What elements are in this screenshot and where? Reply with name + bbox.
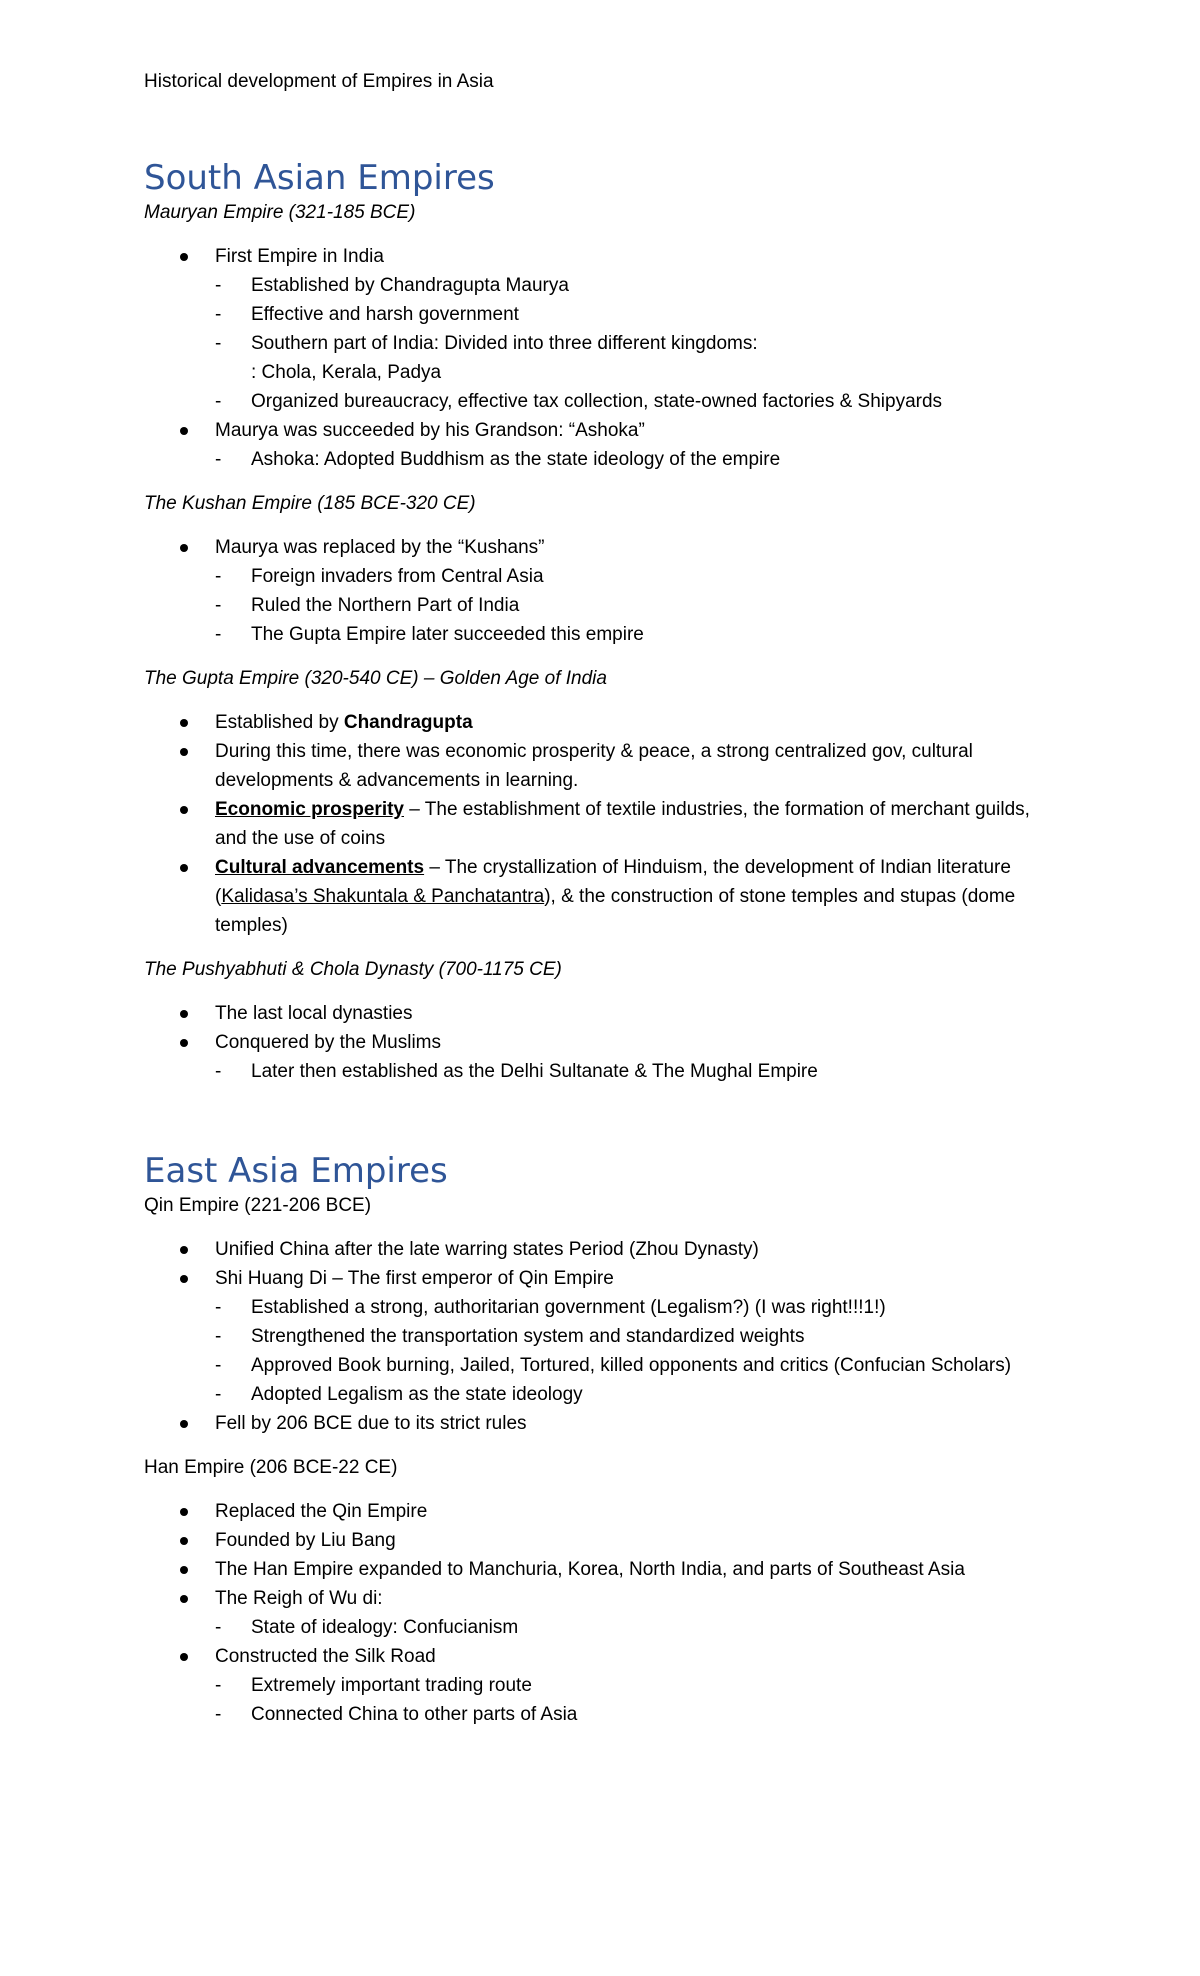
bold-underlined-term: Cultural advancements — [215, 857, 425, 878]
list-item: Fell by 206 BCE due to its strict rules — [215, 1409, 1064, 1438]
list-item: Economic prosperity – The establishment of textile industries, the formation of merchant guilds, and the use of coins — [215, 795, 1064, 853]
sub-list — [215, 1613, 1064, 1642]
list-item: First Empire in India - Established by Chandragupta Maurya - Effective and harsh government - Southern part of India: Divided into three different kingdoms: : Chola, Kerala, Padya - Organized bureaucracy, effective tax collection, state-owned factories & Shipyards — [215, 242, 1064, 416]
list-item: - Established by Chandragupta Maurya — [251, 271, 1064, 300]
list-item: - Adopted Legalism as the state ideology — [251, 1380, 1064, 1409]
list-item: The last local dynasties — [215, 999, 1064, 1028]
gupta-heading: The Gupta Empire (320-540 CE) – Golden Age of India — [144, 668, 607, 689]
spacer — [144, 1101, 1064, 1151]
sub-list — [215, 1293, 1064, 1409]
kushan-list — [144, 533, 1064, 649]
list-item: - Organized bureaucracy, effective tax collection, state-owned factories & Shipyards — [251, 387, 1064, 416]
qin-heading: Qin Empire (221-206 BCE) — [144, 1195, 372, 1216]
list-item: Shi Huang Di – The first emperor of Qin Empire - Established a strong, authoritarian government (Legalism?) (I was right!!!1!) - Strengthened the transportation system and standardized weights - Approved Book burning, Jailed, Tortured, killed opponents and critics (Confucian Scholars) - Adopted Legalism as the state ideology — [215, 1264, 1064, 1409]
page-header: Historical development of Empires in Asia — [144, 71, 494, 92]
list-item: - Connected China to other parts of Asia — [251, 1700, 1064, 1729]
list-item: - Effective and harsh government — [251, 300, 1064, 329]
list-item: - Ashoka: Adopted Buddhism as the state ideology of the empire — [251, 445, 1064, 474]
list-item: - Established a strong, authoritarian government (Legalism?) (I was right!!!1!) — [251, 1293, 1064, 1322]
document-body — [144, 70, 1064, 1744]
bold-underlined-term: Economic prosperity — [215, 799, 404, 820]
han-list — [144, 1497, 1064, 1729]
underlined-reference: Kalidasa’s Shakuntala & Panchatantra — [221, 886, 545, 907]
han-heading: Han Empire (206 BCE-22 CE) — [144, 1457, 398, 1478]
list-item: - State of idealogy: Confucianism — [251, 1613, 1064, 1642]
list-item: - Strengthened the transportation system and standardized weights — [251, 1322, 1064, 1351]
list-item: - Southern part of India: Divided into three different kingdoms: : Chola, Kerala, Padya — [251, 329, 1064, 387]
pushyabhuti-heading: The Pushyabhuti & Chola Dynasty (700-1175 CE) — [144, 959, 562, 980]
list-item: During this time, there was economic prosperity & peace, a strong centralized gov, cultural developments & advancements in learning. — [215, 737, 1064, 795]
south-asian-title: South Asian Empires — [144, 158, 495, 198]
list-item: Maurya was replaced by the “Kushans” - Foreign invaders from Central Asia - Ruled the Northern Part of India - The Gupta Empire later succeeded this empire — [215, 533, 1064, 649]
sub-list — [215, 1057, 1064, 1086]
list-item: - Ruled the Northern Part of India — [251, 591, 1064, 620]
list-item: - Foreign invaders from Central Asia — [251, 562, 1064, 591]
list-item: The Han Empire expanded to Manchuria, Korea, North India, and parts of Southeast Asia — [215, 1555, 1064, 1584]
bold-text: Chandragupta — [343, 712, 473, 733]
list-item: - Extremely important trading route — [251, 1671, 1064, 1700]
sub-list — [215, 445, 1064, 474]
list-item: Maurya was succeeded by his Grandson: “Ashoka” - Ashoka: Adopted Buddhism as the state ideology of the empire — [215, 416, 1064, 474]
list-item: - Later then established as the Delhi Sultanate & The Mughal Empire — [251, 1057, 1064, 1086]
maurya-heading: Mauryan Empire (321-185 BCE) — [144, 202, 416, 223]
list-item: Constructed the Silk Road - Extremely important trading route - Connected China to other parts of Asia — [215, 1642, 1064, 1729]
list-item: Unified China after the late warring states Period (Zhou Dynasty) — [215, 1235, 1064, 1264]
gupta-list — [144, 708, 1064, 940]
pushyabhuti-list — [144, 999, 1064, 1086]
qin-list — [144, 1235, 1064, 1438]
east-asia-title: East Asia Empires — [144, 1151, 448, 1191]
maurya-list — [144, 242, 1064, 474]
list-item: Established by Chandragupta — [215, 708, 1064, 737]
list-item: Cultural advancements – The crystallization of Hinduism, the development of Indian literature (Kalidasa’s Shakuntala & Panchatantra), & the construction of stone temples and stupas (dome temples) — [215, 853, 1064, 940]
list-item: Conquered by the Muslims - Later then established as the Delhi Sultanate & The Mughal Empire — [215, 1028, 1064, 1086]
list-item: Replaced the Qin Empire — [215, 1497, 1064, 1526]
list-item: The Reigh of Wu di: - State of idealogy: Confucianism — [215, 1584, 1064, 1642]
sub-list — [215, 1671, 1064, 1729]
list-item: - Approved Book burning, Jailed, Tortured, killed opponents and critics (Confucian Scholars) — [251, 1351, 1064, 1380]
sub-list — [215, 271, 1064, 416]
kushan-heading: The Kushan Empire (185 BCE-320 CE) — [144, 493, 476, 514]
list-item: - The Gupta Empire later succeeded this empire — [251, 620, 1064, 649]
sub-list — [215, 562, 1064, 649]
list-item: Founded by Liu Bang — [215, 1526, 1064, 1555]
